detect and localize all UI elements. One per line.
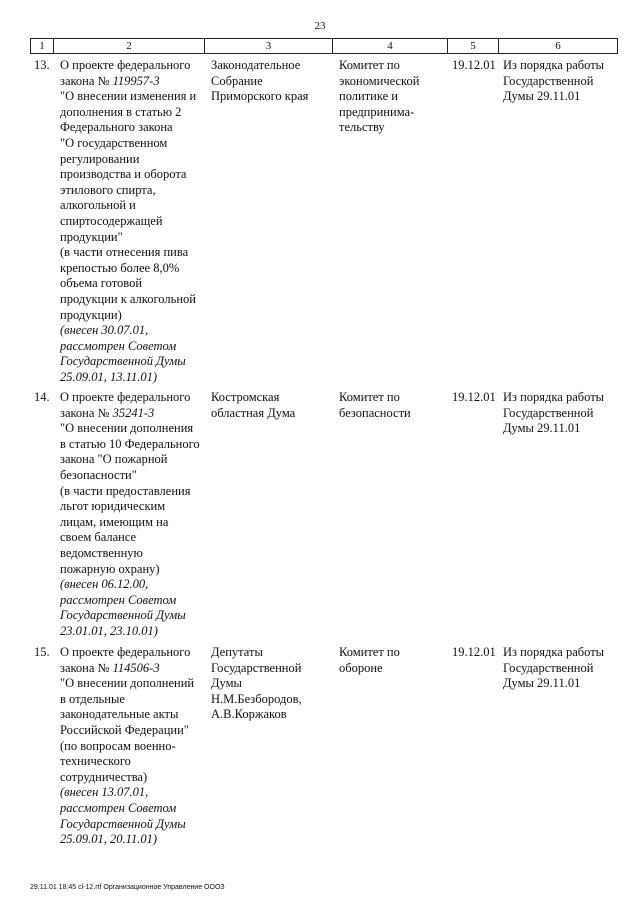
initiator-line: Государственной (211, 660, 302, 675)
bill-title-line: спиртосодержащей (60, 213, 163, 228)
bill-title-line: технического (60, 754, 131, 769)
bill-title-line: (внесен 13.07.01, (60, 785, 149, 800)
note-line: Думы 29.11.01 (503, 676, 581, 691)
bill-title-line: Российской Федерации" (60, 722, 189, 737)
bill-title-line: рассмотрен Советом (60, 338, 177, 353)
note-line: Из порядка работы (503, 390, 605, 404)
bill-title-line: этилового спирта, (60, 182, 156, 197)
bill-title-line: закона № 35241-3 (60, 405, 155, 420)
committee (339, 645, 439, 676)
committee (339, 58, 439, 136)
bill-title-line: ведомственную (60, 545, 143, 560)
initiator-line: областная Дума (211, 405, 296, 420)
committee-line: безопасности (339, 405, 411, 420)
row-number: 14. (34, 390, 50, 404)
initiator-line: Депутаты (211, 645, 263, 659)
initiator-line: Костромская (211, 390, 280, 404)
initiator-line: А.В.Коржаков (211, 707, 287, 722)
bill-title-line: лицам, имеющим на (60, 514, 169, 529)
row-number: 13. (34, 58, 50, 72)
note-line: Из порядка работы (503, 58, 605, 72)
committee-line: Комитет по (339, 390, 400, 404)
column-header-4: 4 (333, 39, 448, 54)
column-header-1: 1 (31, 39, 54, 54)
bill-title-line: (внесен 30.07.01, (60, 323, 149, 338)
initiator (211, 645, 331, 723)
bill-title-line: (по вопросам военно- (60, 738, 176, 753)
bill-title-line: продукции" (60, 229, 123, 244)
note (503, 58, 618, 105)
date: 19.12.01 (452, 58, 496, 72)
bill-title-line: сотрудничества) (60, 769, 148, 784)
bill-title (60, 390, 210, 640)
column-header-2: 2 (54, 39, 205, 54)
committee-line: экономической (339, 73, 420, 88)
committee-line: Комитет по (339, 58, 400, 72)
initiator-line: Законодательное (211, 58, 301, 72)
bill-title-line: производства и оборота (60, 167, 187, 182)
note (503, 390, 618, 437)
bill-title-line: 23.01.01, 23.10.01) (60, 623, 158, 638)
note-line: Думы 29.11.01 (503, 89, 581, 104)
date: 19.12.01 (452, 645, 496, 659)
bill-title-line: 25.09.01, 20.11.01) (60, 832, 157, 847)
bill-title-line: закона № 114506-3 (60, 660, 160, 675)
page-footer: 29.11.01 18:45 cl-12.rtf Организационное Управление ОООЗ (30, 884, 225, 891)
bill-title-line: законодательные акты (60, 707, 179, 722)
bill-title-line: Государственной Думы (60, 608, 186, 623)
initiator-line: Собрание (211, 73, 263, 88)
initiator-line: Думы (211, 676, 242, 691)
initiator-line: Н.М.Безбородов, (211, 691, 302, 706)
bill-title-line: крепостью более 8,0% (60, 260, 180, 275)
bill-title (60, 58, 210, 385)
bill-title-line: безопасности" (60, 467, 137, 482)
bill-title-line: льгот юридическим (60, 499, 166, 514)
bill-title-line: рассмотрен Советом (60, 800, 177, 815)
row-number: 15. (34, 645, 50, 659)
committee-line: предпринима- (339, 104, 415, 119)
bill-title-line: алкогольной и (60, 198, 136, 213)
bill-title-line: рассмотрен Советом (60, 592, 177, 607)
bill-title-line: "О внесении изменения и (60, 89, 197, 104)
bill-title-line: О проекте федерального (60, 645, 191, 659)
committee-line: политике и (339, 89, 398, 104)
bill-title-line: пожарную охрану) (60, 561, 160, 576)
committee-line: обороне (339, 660, 383, 675)
initiator-line: Приморского края (211, 89, 309, 104)
bill-title-line: О проекте федерального (60, 390, 191, 404)
bill-title-line: Федерального закона (60, 120, 173, 135)
bill-title-line: продукции) (60, 307, 122, 322)
note-line: Государственной (503, 405, 594, 420)
note-line: Думы 29.11.01 (503, 421, 581, 436)
page-number: 23 (314, 20, 326, 32)
bill-title-line: "О внесении дополнений (60, 676, 195, 691)
bill-title-line: своем балансе (60, 530, 137, 545)
bill-title-line: закона № 119957-3 (60, 73, 160, 88)
bill-title-line: О проекте федерального (60, 58, 191, 72)
committee-line: Комитет по (339, 645, 400, 659)
bill-title-line: (внесен 06.12.00, (60, 577, 149, 592)
initiator (211, 390, 331, 421)
bill-title-line: "О внесении дополнения (60, 421, 194, 436)
bill-title-line: Государственной Думы (60, 816, 186, 831)
column-header-3: 3 (205, 39, 333, 54)
bill-title-line: (в части предоставления (60, 483, 191, 498)
bill-title-line: продукции к алкогольной (60, 291, 196, 306)
bill-title-line: 25.09.01, 13.11.01) (60, 369, 157, 384)
note-line: Государственной (503, 660, 594, 675)
bill-title-line: закона "О пожарной (60, 452, 168, 467)
bill-title-line: Государственной Думы (60, 354, 186, 369)
bill-title-line: (в части отнесения пива (60, 245, 189, 260)
bill-title-line: в статью 10 Федерального (60, 436, 200, 451)
column-header-row (31, 39, 618, 54)
bill-title-line: объема готовой (60, 276, 143, 291)
bill-title-line: в отдельные (60, 691, 125, 706)
note-line: Государственной (503, 73, 594, 88)
committee-line: тельству (339, 120, 385, 135)
bill-title (60, 645, 210, 848)
bill-title-line: регулировании (60, 151, 140, 166)
date: 19.12.01 (452, 390, 496, 404)
committee (339, 390, 439, 421)
note-line: Из порядка работы (503, 645, 605, 659)
bill-title-line: дополнения в статью 2 (60, 104, 182, 119)
initiator (211, 58, 331, 105)
column-header-5: 5 (448, 39, 499, 54)
column-header-6: 6 (499, 39, 618, 54)
bill-title-line: "О государственном (60, 135, 168, 150)
column-header-table (30, 38, 618, 54)
note (503, 645, 618, 692)
